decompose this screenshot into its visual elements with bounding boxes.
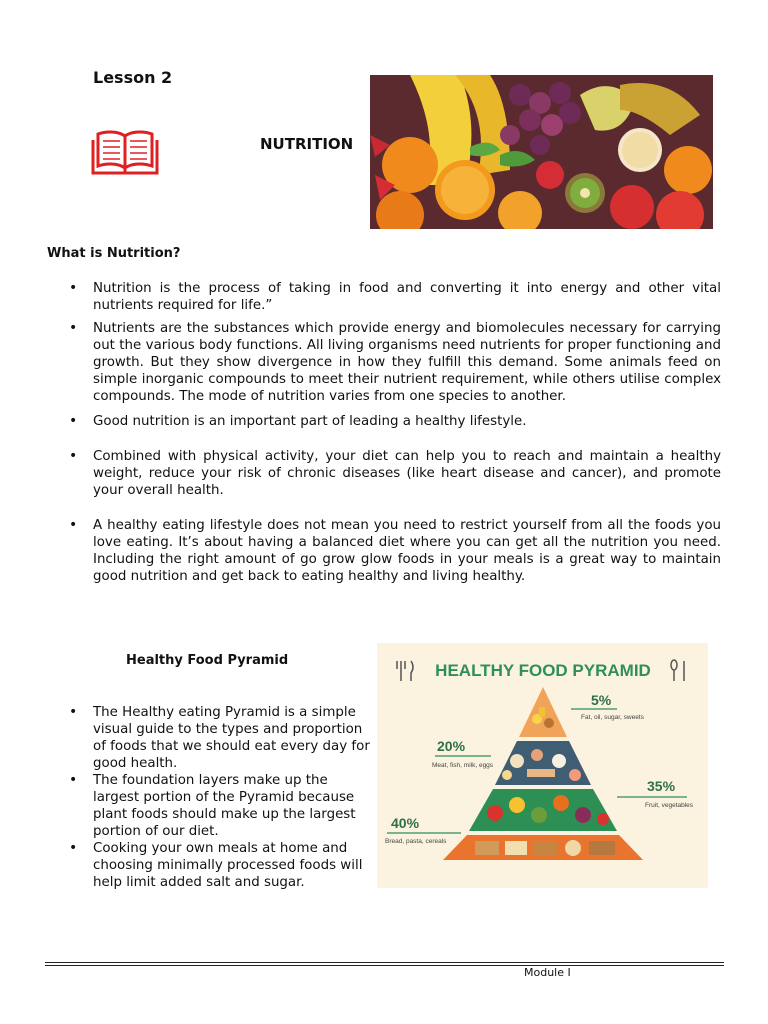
food-pyramid-infographic [377, 643, 708, 888]
footer-text: Module I [524, 966, 571, 979]
level-label: Bread, pasta, cereals [385, 838, 447, 845]
level-label: Meat, fish, milk, eggs [432, 762, 494, 769]
footer-divider [45, 965, 724, 966]
list-item: • The foundation layers make up the largest portion of the Pyramid because plant foods should make up the largest portion of our diet. [64, 772, 370, 840]
list-item: • Combined with physical activity, your diet can help you to reach and maintain a healthy weight, reduce your risk of chronic diseases (like heart disease and cancer), and promote your overall health. [64, 448, 721, 499]
nutrition-bullet-list [64, 280, 721, 585]
list-item: • Nutrition is the process of taking in food and converting it into energy and other vital nutrients required for life.” [64, 280, 721, 314]
level-percent: 40% [391, 815, 420, 831]
lesson-title: Lesson 2 [93, 68, 173, 87]
list-item: • The Healthy eating Pyramid is a simple visual guide to the types and proportion of foods that we should eat every day for good health. [64, 704, 370, 772]
level-percent: 35% [647, 778, 676, 794]
level-label: Fat, oil, sugar, sweets [581, 714, 644, 721]
pyramid-heading: Healthy Food Pyramid [126, 653, 289, 668]
level-percent: 20% [437, 738, 466, 754]
nutrition-title: NUTRITION [260, 135, 354, 153]
footer-divider [45, 962, 724, 963]
list-item: • A healthy eating lifestyle does not mean you need to restrict yourself from all the foods you love eating. It’s about having a balanced diet where you can get all the nutrition you need. Including the right amount of go grow glow foods in your meals is a great way to maintain good nutrition and get back to eating healthy and living healthy. [64, 517, 721, 585]
open-book-icon [90, 128, 160, 176]
pyramid-bullet-list [64, 704, 370, 891]
fruit-photo [370, 75, 713, 229]
level-label: Fruit, vegetables [645, 802, 694, 809]
pyramid-title: HEALTHY FOOD PYRAMID [435, 661, 651, 680]
list-item: • Good nutrition is an important part of leading a healthy lifestyle. [64, 413, 721, 430]
list-item: • Cooking your own meals at home and choosing minimally processed foods will help limit added salt and sugar. [64, 840, 370, 891]
list-item: • Nutrients are the substances which provide energy and biomolecules necessary for carrying out the various body functions. All living organisms need nutrients for proper functioning and growth. But they show divergence in how they fulfill this demand. Some animals feed on simple inorganic compounds to meet their nutrient requirement, while others utilise complex compounds. The mode of nutrition varies from one species to another. [64, 320, 721, 405]
section-heading: What is Nutrition? [47, 246, 181, 261]
level-percent: 5% [591, 692, 612, 708]
